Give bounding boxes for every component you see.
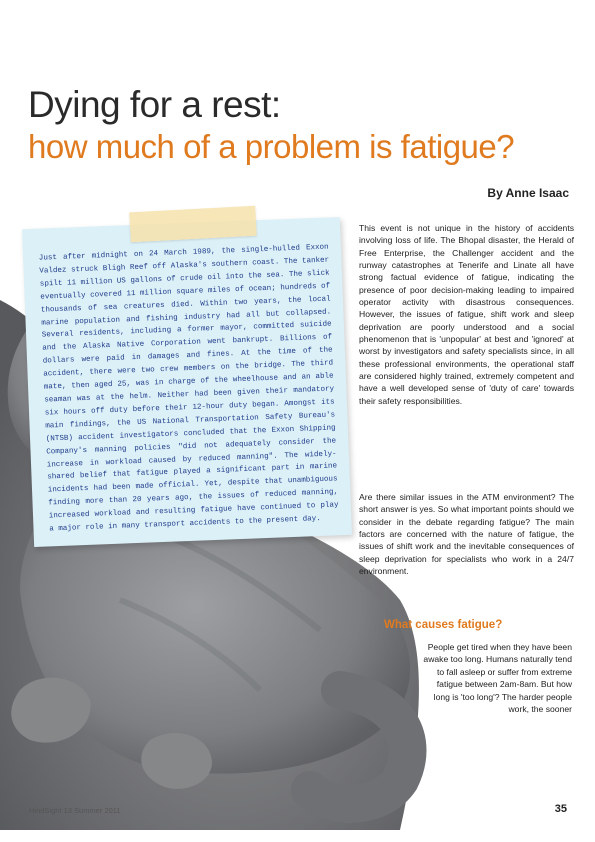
- body-paragraph-2: Are there similar issues in the ATM environment? The short answer is yes. So what important points should we consider in the debate regarding fatigue? The main factors are concerned with the nature of fatigue, the issues of shift work and the inevitable consequences of sleep deprivation for specialists who work in a 24/7 environment.: [359, 492, 574, 577]
- publication-footer: HindSight 13 Summer 2011: [29, 806, 121, 815]
- page-number: 35: [554, 803, 567, 815]
- section-heading: What causes fatigue?: [384, 619, 503, 631]
- article-subtitle: how much of a problem is fatigue?: [28, 128, 515, 165]
- sticky-note: [22, 215, 352, 550]
- author-byline: By Anne Isaac: [487, 186, 569, 200]
- note-text: Just after midnight on 24 March 1989, the single-hulled Exxon Valdez struck Bligh Reef off Alaska's southern coast. The tanker spilt 11 million US gallons of crude oil into the sea. The slick eventually covered 11 million square miles of ocean; hundreds of thousands of sea creatures died. Within two years, the local marine population and fishing industry had all but collapsed. Several residents, including a former mayor, committed suicide and the Alaska Native Corporation went bankrupt. Billions of dollars were paid in damages and fines. At the time of the accident, there were two crew members on the bridge. The third mate, then aged 25, was in charge of the wheelhouse and an able seaman was at the helm. Neither had been given their mandatory six hours off duty before their 12-hour duty began. Amongst its main findings, the US National Transportation Safety Bureau's (NTSB) accident investigators concluded that the Exxon Shipping Company's manning policies "did not adequately consider the increase in workload caused by reduced manning". The widely-shared belief that fatigue played a significant part in marine incidents had been made official. Yet, despite that unambiguous finding more than 20 years ago, the issues of reduced manning, increased workload and resulting fatigue have continued to play a major role in many transport accidents to the present day.: [38, 243, 339, 534]
- body-paragraph-3: People get tired when they have been awake too long. Humans naturally tend to fall asleep or suffer from extreme fatigue between 2am-8am. But how long is 'too long'? The harder people work, the sooner: [423, 642, 572, 715]
- article-title: Dying for a rest:: [28, 84, 281, 125]
- body-paragraph-1: This event is not unique in the history of accidents involving loss of life. The Bhopal disaster, the Herald of Free Enterprise, the Challenger accident and the runway catastrophes at Tenerife and Linate all have strong factual evidence of fatigue, indicating the presence of poor decision-making leading to impaired operator activity with disastrous consequences. However, the issues of fatigue, shift work and sleep deprivation are poorly understood and a social phenomenon that is 'unpopular' at best and 'ignored' at worst by investigators and safety specialists since, in all these professional environments, the operational staff are considered highly trained, extremely competent and have a well developed sense of 'duty of care' towards their safety responsibilities.: [359, 223, 574, 406]
